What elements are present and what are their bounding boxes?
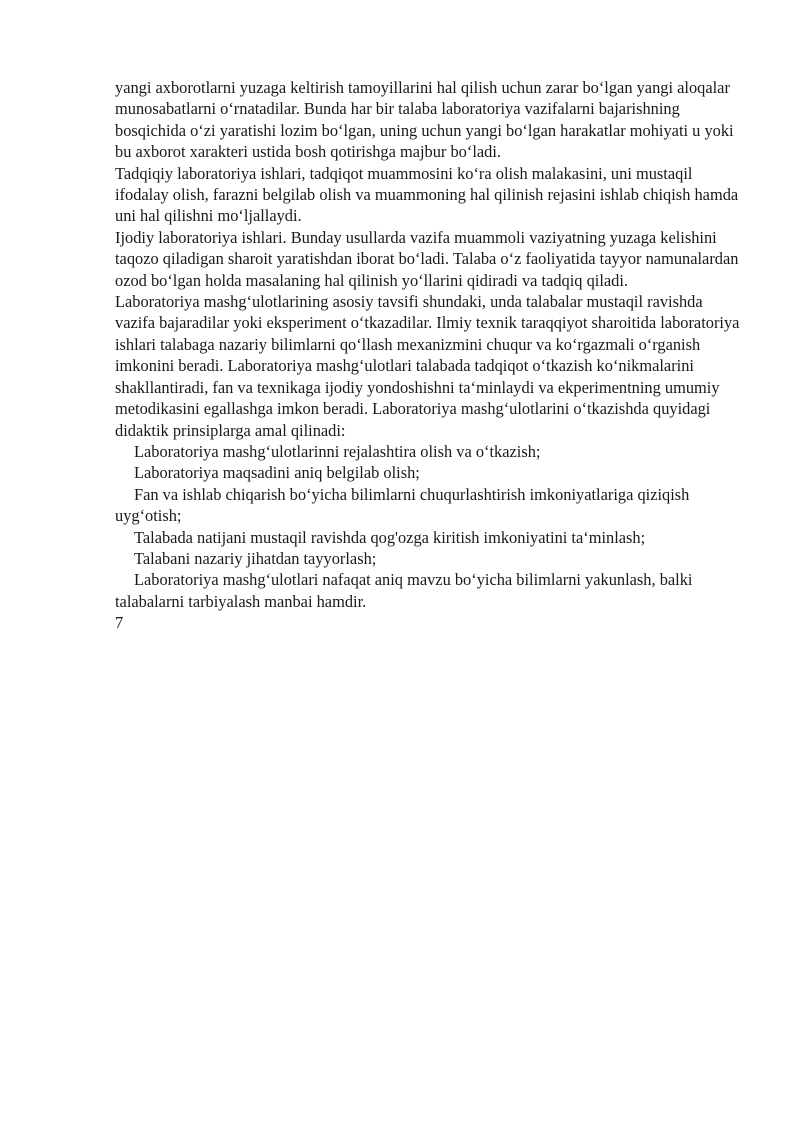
paragraph-intro-continuation: yangi axborotlarni yuzaga keltirish tamoyillarini hal qilish uchun zarar bo‘lgan yangi aloqalar munosabatlarni o‘rnatadilar. Bunda har bir talaba laboratoriya vazifalarni bajarishning bosqichida o‘zi yaratishi lozim bo‘lgan, uning uchun yangi bo‘lgan harakatlar mohiyati u yoki bu axborot xarakteri ustida bosh qotirishga majbur bo‘ladi.	[115, 78, 734, 162]
paragraph-lab-lessons-description: Laboratoriya mashg‘ulotlarining asosiy tavsifi shundaki, unda talabalar mustaqil ravishda vazifa bajaradilar yoki eksperiment o‘tkazadilar. Ilmiy texnik taraqqiyot sharoitida laboratoriya ishlari talabaga nazariy bilimlarni qo‘llash mexanizmini chuqur va ko‘rgazmali o‘rganish imkonini beradi. Laboratoriya mashg‘ulotlari talabada tadqiqot o‘tkazish ko‘nikmalarini shakllantiradi, fan va texnikaga ijodiy yondoshishni ta‘minlaydi va ekperimentning umumiy metodikasini egallashga imkon beradi. Laboratoriya mashg‘ulotlarini o‘tkazishda quyidagi didaktik prinsiplarga amal qilinadi:	[115, 292, 740, 440]
principle-item: Laboratoriya mashg‘ulotlarinni rejalashtira olish va o‘tkazish;	[134, 441, 541, 461]
paragraph-creative-lab-work: Ijodiy laboratoriya ishlari. Bunday usullarda vazifa muammoli vaziyatning yuzaga kelishini taqozo qiladigan sharoit yaratishdan iborat bo‘ladi. Talaba o‘z faoliyatida tayyor namunalardan ozod bo‘lgan holda masalaning hal qilinish yo‘llarini qidiradi va tadqiq qiladi.	[115, 227, 739, 290]
page-number: 7	[115, 613, 124, 633]
paragraph-research-lab-work: Tadqiqiy laboratoriya ishlari, tadqiqot muammosini ko‘ra olish malakasini, uni mustaqil ifodalay olish, farazni belgilab olish va muammoning hal qilinish rejasini ishlab chiqish hamda uni hal qilishni mo‘ljallaydi.	[115, 163, 739, 226]
principle-item: Laboratoriya maqsadini aniq belgilab olish;	[134, 463, 420, 483]
document-page	[115, 77, 740, 634]
principle-item: Talabani nazariy jihatdan tayyorlash;	[134, 548, 377, 568]
principle-item: Fan va ishlab chiqarish bo‘yicha bilimlarni chuqurlashtirish imkoniyatlariga qiziqish uyg‘otish;	[115, 484, 690, 526]
principle-item: Laboratoriya mashg‘ulotlari nafaqat aniq mavzu bo‘yicha bilimlarni yakunlash, balki talabalarni tarbiyalash manbai hamdir.	[115, 570, 693, 611]
principle-item: Talabada natijani mustaqil ravishda qog'ozga kiritish imkoniyatini ta‘minlash;	[134, 527, 646, 547]
